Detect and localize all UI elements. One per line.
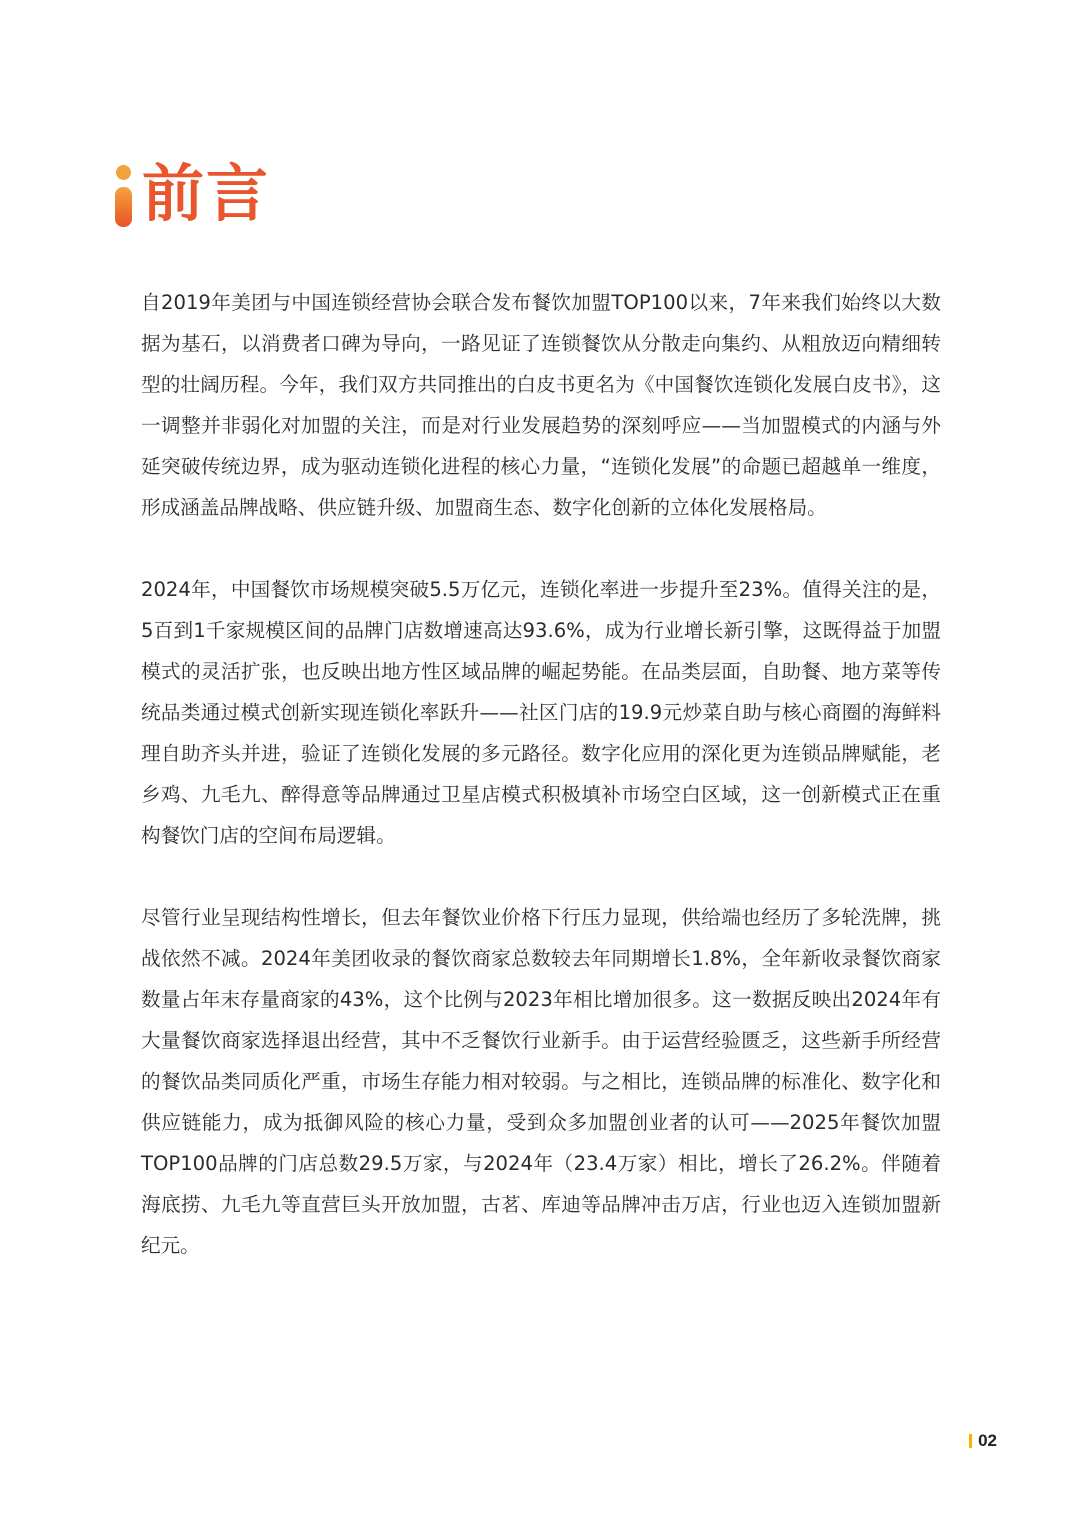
page-header xyxy=(115,158,270,230)
accent-bar xyxy=(115,187,132,227)
preface-body xyxy=(141,282,941,1307)
paragraph-1: 自2019年美团与中国连锁经营协会联合发布餐饮加盟TOP100以来，7年来我们始终以大数据为基石，以消费者口碑为导向，一路见证了连锁餐饮从分散走向集约、从粗放迈向精细转型的壮阔历程。今年，我们双方共同推出的白皮书更名为《中国餐饮连锁化发展白皮书》，这一调整并非弱化对加盟的关注，而是对行业发展趋势的深刻呼应——当加盟模式的内涵与外延突破传统边界，成为驱动连锁化进程的核心力量，“连锁化发展”的命题已超越单一维度，形成涵盖品牌战略、供应链升级、加盟商生态、数字化创新的立体化发展格局。 xyxy=(141,291,941,519)
accent-dot xyxy=(116,165,131,180)
paragraph-2: 2024年，中国餐饮市场规模突破5.5万亿元，连锁化率进一步提升至23%。值得关注的是，5百到1千家规模区间的品牌门店数增速高达93.6%，成为行业增长新引擎，这既得益于加盟模式的灵活扩张，也反映出地方性区域品牌的崛起势能。在品类层面，自助餐、地方菜等传统品类通过模式创新实现连锁化率跃升——社区门店的19.9元炒菜自助与核心商圈的海鲜料理自助齐头并进，验证了连锁化发展的多元路径。数字化应用的深化更为连锁品牌赋能，老乡鸡、九毛九、醉得意等品牌通过卫星店模式积极填补市场空白区域，这一创新模式正在重构餐饮门店的空间布局逻辑。 xyxy=(141,578,941,847)
page-marker-icon xyxy=(969,1434,972,1448)
title-accent-icon xyxy=(115,165,132,227)
paragraph-3: 尽管行业呈现结构性增长，但去年餐饮业价格下行压力显现，供给端也经历了多轮洗牌，挑战依然不减。2024年美团收录的餐饮商家总数较去年同期增长1.8%，全年新收录餐饮商家数量占年末存量商家的43%，这个比例与2023年相比增加很多。这一数据反映出2024年有大量餐饮商家选择退出经营，其中不乏餐饮行业新手。由于运营经验匮乏，这些新手所经营的餐饮品类同质化严重，市场生存能力相对较弱。与之相比，连锁品牌的标准化、数字化和供应链能力，成为抵御风险的核心力量，受到众多加盟创业者的认可——2025年餐饮加盟TOP100品牌的门店总数29.5万家，与2024年（23.4万家）相比，增长了26.2%。伴随着海底捞、九毛九等直营巨头开放加盟，古茗、库迪等品牌冲击万店，行业也迈入连锁加盟新纪元。 xyxy=(141,906,941,1257)
page-title: 前言 xyxy=(142,157,271,230)
page-number xyxy=(969,1431,997,1451)
page-number-value: 02 xyxy=(978,1431,997,1450)
